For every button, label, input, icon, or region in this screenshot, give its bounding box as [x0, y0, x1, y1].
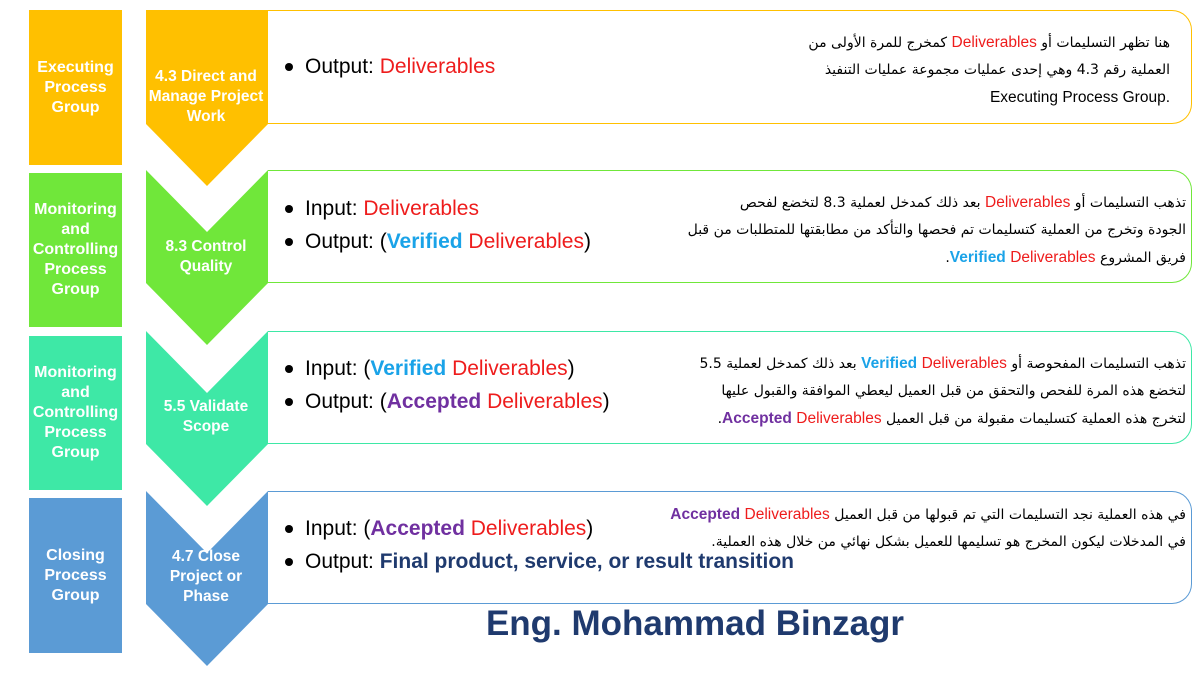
verified-text: Verified — [949, 249, 1006, 266]
close-paren: ) — [583, 230, 591, 253]
arabic-line — [699, 350, 1186, 378]
bullets-validate-scope — [283, 352, 610, 418]
bullet-input — [283, 352, 610, 385]
arabic-line — [808, 29, 1170, 57]
input-label: Input: ( — [305, 357, 371, 380]
bullet-output — [283, 225, 591, 258]
accepted-text: Accepted — [386, 390, 482, 413]
deliverables-text: Deliverables — [464, 517, 587, 540]
output-label: Output: — [305, 550, 380, 573]
executing-process-group-text: Executing Process Group. — [989, 89, 1170, 106]
arabic-note-control-quality — [688, 189, 1186, 272]
arabic-line — [688, 189, 1186, 217]
output-label: Output: ( — [305, 230, 387, 253]
accepted-text: Accepted — [370, 517, 465, 540]
bullet-output — [283, 50, 495, 83]
close-paren: ) — [567, 357, 575, 380]
bullet-output — [283, 385, 610, 418]
deliverables-text: Deliverables — [446, 357, 568, 380]
deliverables-text: Deliverables — [951, 34, 1037, 51]
deliverables-text: Deliverables — [985, 194, 1071, 211]
final-product-text: Final product, service, or result transition — [379, 550, 794, 573]
process-label-4-3: 4.3 Direct and Manage Project Work — [148, 68, 264, 125]
deliverables-text: Deliverables — [744, 506, 830, 523]
verified-text: Verified — [386, 230, 463, 253]
arabic-text: تذهب التسليمات المفحوصة أو — [1006, 356, 1186, 372]
deliverables-text: Deliverables — [796, 410, 882, 427]
verified-text: Verified — [861, 355, 918, 372]
arabic-text: تذهب التسليمات أو — [1070, 195, 1186, 211]
group-label-monitoring-1: Monitoring and Controlling Process Group — [32, 201, 119, 298]
close-paren: ) — [602, 390, 610, 413]
accepted-text: Accepted — [722, 410, 792, 427]
arabic-line — [670, 501, 1186, 529]
bullets-control-quality — [283, 192, 591, 258]
arabic-text: لتخرج هذه العملية كتسليمات مقبولة من قبل العميل — [881, 411, 1186, 427]
input-label: Input: ( — [305, 517, 371, 540]
accepted-text: Accepted — [670, 506, 741, 523]
arabic-line: لتخضع هذه المرة للفحص والتحقق من قبل العميل ليعطي الموافقة والقبول عليها — [721, 383, 1186, 399]
arabic-note-direct-manage — [808, 29, 1170, 112]
period: . — [945, 250, 950, 266]
group-label-monitoring-2: Monitoring and Controlling Process Group — [32, 364, 119, 461]
arabic-text: بعد ذلك كمدخل لعملية 5.5 — [699, 356, 862, 372]
author-signature: Eng. Mohammad Binzagr — [485, 604, 905, 643]
deliverables-text: Deliverables — [363, 197, 479, 220]
group-label-closing: Closing Process Group — [44, 546, 107, 604]
arabic-text: كمخرج للمرة الأولى من — [808, 35, 952, 51]
arabic-line: العملية رقم 4.3 وهي إحدى عمليات مجموعة عمليات التنفيذ — [824, 62, 1170, 78]
process-label-5-5: 5.5 Validate Scope — [163, 398, 249, 435]
input-label: Input: — [305, 197, 364, 220]
arabic-text: بعد ذلك كمدخل لعملية 8.3 لتخضع لفحص — [739, 195, 986, 211]
output-label: Output: ( — [305, 390, 387, 413]
arabic-line — [808, 84, 1170, 112]
deliverables-text: Deliverables — [481, 390, 603, 413]
arabic-text: هنا تظهر التسليمات أو — [1036, 35, 1170, 51]
deliverables-text: Deliverables — [379, 55, 496, 78]
process-label-8-3: 8.3 Control Quality — [165, 238, 247, 275]
arabic-note-validate-scope — [699, 350, 1186, 433]
period: . — [717, 411, 723, 427]
output-label: Output: — [305, 55, 380, 78]
deliverables-text: Deliverables — [1010, 249, 1096, 266]
arabic-line — [699, 405, 1186, 433]
process-label-4-7: 4.7 Close Project or Phase — [169, 548, 243, 605]
close-paren: ) — [586, 517, 594, 540]
bullet-input — [283, 192, 591, 225]
group-label-executing: Executing Process Group — [37, 58, 114, 116]
arabic-text: في هذه العملية نجد التسليمات التي تم قبولها من قبل العميل — [829, 507, 1186, 523]
bullets-direct-manage — [283, 50, 495, 83]
deliverables-text: Deliverables — [921, 355, 1007, 372]
arabic-note-close-project — [670, 501, 1186, 556]
arabic-text: فريق المشروع — [1095, 250, 1186, 266]
deliverables-text: Deliverables — [462, 230, 584, 253]
arabic-line — [688, 244, 1186, 272]
verified-text: Verified — [370, 357, 447, 380]
arabic-line: الجودة وتخرج من العملية كتسليمات تم فحصها والتأكد من مطابقتها للمتطلبات من قبل — [687, 222, 1186, 238]
arabic-line: في المدخلات ليكون المخرج هو تسليمها للعميل بشكل نهائي من خلال هذه العملية. — [711, 534, 1186, 550]
